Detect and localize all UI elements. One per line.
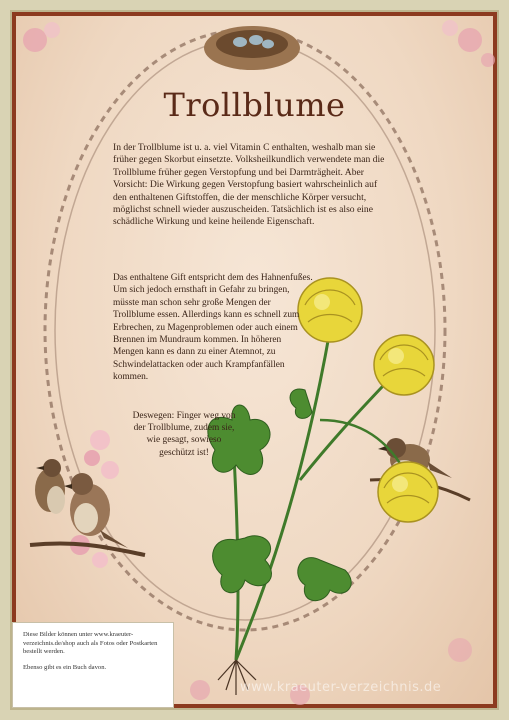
rose-cluster-top-right <box>442 20 495 67</box>
nest-illustration <box>204 26 300 70</box>
paragraph-poison: Das enthaltene Gift entspricht dem des Hahnenfußes. Um sich jedoch ernsthaft in Gefahr zu bringen, müsste man schon sehr große Mengen der Trollblume essen. Allerdings kann es schnell zum Erbrechen, zu Magenproblemen oder auch einem Brennen im Mundraum kommen. In höheren Mengen kann es dann zu einer Atemnot, zu Schwindelattacken oder auch Krampfanfällen kommen. <box>113 273 313 383</box>
page-title: Trollblume <box>163 86 346 124</box>
bird-left-2 <box>64 473 128 548</box>
flower-middle <box>374 335 434 395</box>
shop-notice-box <box>12 622 174 708</box>
shop-notice-text: Diese Bilder können unter www.kraeuter-verzeichnis.de/shop auch als Fotos oder Postkarten bestellt werden. <box>23 631 158 656</box>
watermark: www.kraeuter-verzeichnis.de <box>240 680 442 695</box>
rose-cluster-top-left <box>23 22 60 52</box>
book-notice-text: Ebenso gibt es ein Buch davon. <box>23 663 107 671</box>
trollblume-plant <box>208 330 408 695</box>
bird-left-1 <box>35 459 65 514</box>
flower-bottom <box>378 462 438 522</box>
paragraph-intro: In der Trollblume ist u. a. viel Vitamin C enthalten, weshalb man sie früher gegen Skorbut einsetzte. Volksheilkundlich verwendete man die Trollblume früher gegen Verstopfung und bei Darmträgheit. Aber Vorsicht: Die Wirkung gegen Verstopfung basiert wahrscheinlich auf den enthaltenen Giftstoffen, die der menschliche Körper versucht, möglichst schnell wieder auszuscheiden. Tatsächlich ist es also eine schädliche Wirkung und keine heilende Eigenschaft. <box>113 142 385 228</box>
paragraph-warning: Deswegen: Finger weg von der Trollblume, zudem sie, wie gesagt, sowieso geschützt ist! <box>132 411 236 458</box>
